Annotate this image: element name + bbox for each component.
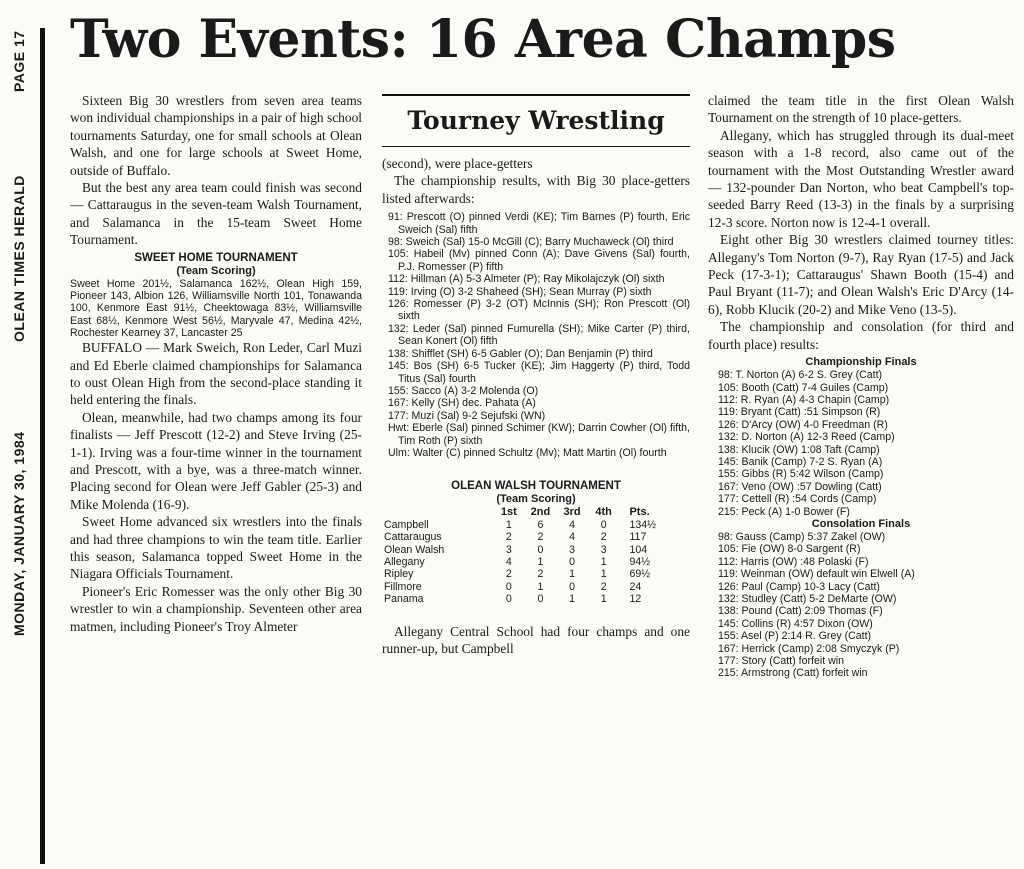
points-cell: 104 [629,543,648,556]
team-name-cell: Olean Walsh [384,543,445,556]
place-count-cell: 4 [569,518,575,531]
points-cell: 117 [629,531,647,544]
points-cell: 134½ [629,518,656,531]
result-line: 91: Prescott (O) pinned Verdi (KE); Tim Barnes (P) fourth, Eric Sweich (Sal) fifth [388,211,690,236]
sweet-home-results [386,211,690,459]
place-count-cell: 0 [505,580,512,593]
place-count-cell: 1 [600,555,607,568]
result-line: 155: Gibbs (R) 5:42 Wilson (Camp) [718,468,884,481]
result-line: 98: T. Norton (A) 6-2 S. Grey (Catt) [718,369,883,382]
place-count-cell: 0 [537,593,544,606]
result-line: 155: Sacco (A) 3-2 Molenda (O) [388,384,539,397]
result-line: 177: Story (Catt) forfeit win [718,655,844,668]
result-line: 215: Peck (A) 1-0 Bower (F) [718,505,850,518]
team-name-cell: Panama [384,593,424,606]
place-count-cell: 1 [537,580,544,593]
result-line: 98: Sweich (Sal) 15-0 McGill (C); Barry Muchaweck (Ol) third [388,236,674,249]
sweet-home-scores: Sweet Home 201½, Salamanca 162½, Olean High 159, Pioneer 143, Albion 126, Williamsville North 101, Tonawanda 100, Kenmore East 91½, Cheektowaga 83½, Williamsville East 68½, Kenmore West 56½, Maryvale 47, Medina 42½, Rochester Kearney 37, Lancaster 25 [70,277,362,339]
result-line: 155: Asel (P) 2:14 R. Grey (Catt) [718,630,872,643]
article-paragraph: Sweet Home advanced six wrestlers into the finals and had three champions to win the team title. Earlier this season, Salamanca topped Sweet Home in the Niagara Officials Tournament. [70,514,362,582]
sweet-home-title: SWEET HOME TOURNAMENT [134,251,298,264]
result-line: 112: R. Ryan (A) 4-3 Chapin (Camp) [718,393,890,406]
place-count-cell: 2 [537,531,544,544]
place-count-cell: 0 [537,543,544,556]
consolation-finals-list [708,531,1014,680]
kicker-title: Tourney Wrestling [382,94,690,147]
walsh-team-scoring-table [384,506,674,605]
article-paragraph: Pioneer's Eric Romesser was the only other Big 30 wrestler to win a championship. Seventeen other area matmen, including Pioneer's Troy Almeter [70,583,362,634]
result-line: Ulm: Walter (C) pinned Schultz (Mv); Matt Martin (Ol) fourth [388,446,667,459]
team-header [384,506,493,518]
result-line: 177: Cettell (R) :54 Cords (Camp) [718,493,877,506]
result-line: 132: Leder (Sal) pinned Fumurella (SH); Mike Carter (P) third, Sean Konert (Ol) fifth [388,322,690,348]
article-paragraph: BUFFALO — Mark Sweich, Ron Leder, Carl Muzi and Ed Eberle claimed championships for Salamanca to oust Olean High from the second-place standing it held entering the finals. [70,340,362,408]
place-count-cell: 1 [505,518,512,531]
place-count-cell: 1 [569,593,575,606]
place-count-cell: 4 [569,531,575,544]
team-name-cell: Ripley [384,568,414,581]
article-paragraph: Olean, meanwhile, had two champs among its four finalists — Jeff Prescott (12-2) and Steve Irving (25-1-1). Irving was a four-time winner in the tournament and Prescott, with a bye, was a three-match winner. Placing second for Olean were Jeff Gabler (25-3) and Mike Molenda (16-9). [70,409,362,512]
result-line: 126: D'Arcy (OW) 4-0 Freedman (R) [718,418,888,431]
place-count-cell: 1 [600,593,607,606]
championship-finals-list [708,369,1014,518]
table-row [384,519,674,531]
result-line: 126: Paul (Camp) 10-3 Lacy (Catt) [718,580,880,593]
column-1 [70,92,362,635]
walsh-title: OLEAN WALSH TOURNAMENT [451,480,621,493]
place-count-cell: 2 [537,568,544,581]
table-row [384,544,674,556]
place-count-cell: 1 [537,555,544,568]
column-header: 1st [500,506,517,519]
result-line: 105: Habeil (Mv) pinned Conn (A); Dave Givens (Sal) fourth, P.J. Romesser (P) fifth [388,248,690,273]
place-count-cell: 2 [600,531,607,544]
column-header: 4th [595,506,612,519]
table-row [384,581,674,593]
column-header: 3rd [563,506,581,519]
result-line: 105: Booth (Catt) 7-4 Guiles (Camp) [718,381,889,394]
consolation-finals-title: Consolation Finals [811,517,911,530]
column-2 [382,94,690,657]
margin-rule [40,28,45,864]
column-3 [708,92,1014,680]
article-paragraph: Allegany, which has struggled through its dual-meet season with a 1-8 record, also came out of the tournament with the Most Outstanding Wrestler award — 132-pounder Dan Norton, who beat Campbell's top-seeded Barry Reed (13-3) in the finals by a surprising 12-3 score. Norton now is 12-4-1 overall. [708,127,1014,230]
place-count-cell: 2 [600,580,607,593]
article-paragraph: (second), were place-getters [382,156,533,171]
issue-date: MONDAY, JANUARY 30, 1984 [11,431,27,636]
result-line: 138: Shifflet (SH) 6-5 Gabler (O); Dan Benjamin (P) third [388,347,653,360]
article-paragraph: But the best any area team could finish was second — Cattaraugus in the seven-team Walsh Tournament, and Salamanca in the 15-team Sweet Home Tournament. [70,180,362,248]
place-count-cell: 1 [600,568,607,581]
team-name-cell: Cattaraugus [384,531,442,544]
points-cell: 12 [629,593,642,606]
page-margin [0,0,46,869]
result-line: 119: Bryant (Catt) :51 Simpson (R) [718,406,881,419]
place-count-cell: 0 [600,518,607,531]
result-line: 132: D. Norton (A) 12-3 Reed (Camp) [718,431,895,444]
points-cell: 24 [629,580,642,593]
result-line: 215: Armstrong (Catt) forfeit win [718,667,868,680]
place-count-cell: 3 [569,543,575,556]
result-line: 167: Kelly (SH) dec. Pahata (A) [388,397,536,410]
article-paragraph: Sixteen Big 30 wrestlers from seven area teams won individual championships in a pair of high school tournaments Saturday, one for small schools at Olean Walsh, and one for large schools at Sweet Home, outside of Buffalo. [70,93,362,178]
article-paragraph: claimed the team title in the first Olean Walsh Tournament on the strength of 10 place-getters. [708,93,1014,126]
result-line: 98: Gauss (Camp) 5:37 Zakel (OW) [718,530,886,543]
result-line: 112: Hillman (A) 5-3 Almeter (P); Ray Mikolajczyk (Ol) sixth [388,273,665,286]
championship-finals-title: Championship Finals [805,356,917,369]
place-count-cell: 2 [505,568,512,581]
result-line: 167: Herrick (Camp) 2:08 Smyczyk (P) [718,642,900,655]
column-header: 2nd [530,506,551,519]
result-line: 126: Romesser (P) 3-2 (OT) McInnis (SH); Ron Prescott (Ol) sixth [388,298,690,323]
result-line: 145: Collins (R) 4:57 Dixon (OW) [718,617,873,630]
table-row [384,568,674,580]
headline: Two Events: 16 Area Champs [70,9,896,70]
place-count-cell: 3 [600,543,607,556]
article-paragraph: Allegany Central School had four champs and one runner-up, but Campbell [382,623,690,656]
result-line: 167: Veno (OW) :57 Dowling (Catt) [718,480,882,493]
result-line: 119: Irving (O) 3-2 Shaheed (SH); Sean Murray (P) sixth [388,285,652,298]
team-name-cell: Fillmore [384,580,422,593]
result-line: 138: Pound (Catt) 2:09 Thomas (F) [718,605,883,618]
result-line: 138: Klucik (OW) 1:08 Taft (Camp) [718,443,880,456]
result-line: Hwt: Eberle (Sal) pinned Schimer (KW); Darrin Cowher (Ol) fifth, Tim Roth (P) sixth [388,422,690,447]
result-line: 145: Bos (SH) 6-5 Tucker (KE); Jim Haggerty (P) third, Todd Titus (Sal) fourth [388,360,690,385]
result-line: 145: Banik (Camp) 7-2 S. Ryan (A) [718,455,883,468]
article-paragraph: Eight other Big 30 wrestlers claimed tourney titles: Allegany's Tom Norton (9-7), Ray Ryan (17-5) and Jack Peck (17-3-1); Cattaraugus' Shawn Booth (15-4) and Paul Bryant (11-7); and Olean Walsh's Eric D'Arcy (14-6), Robb Klucik (20-2) and Mike Veno (13-5). [708,232,1014,317]
walsh-subtitle: (Team Scoring) [496,493,576,506]
result-line: 177: Muzi (Sal) 9-2 Sejufski (WN) [388,409,546,422]
page-number: PAGE 17 [11,30,27,92]
points-cell: 94½ [629,555,651,568]
article-paragraph: The championship and consolation (for third and fourth place) results: [708,319,1014,352]
points-cell: 69½ [629,568,651,581]
article-paragraph: The championship results, with Big 30 place-getters listed afterwards: [382,173,690,206]
column-header: Pts. [629,506,650,519]
place-count-cell: 3 [505,543,512,556]
place-count-cell: 1 [569,568,575,581]
newspaper-name: OLEAN TIMES HERALD [11,175,27,342]
place-count-cell: 0 [569,580,575,593]
sweet-home-subtitle: (Team Scoring) [176,264,256,277]
table-row [384,593,674,605]
table-row [384,531,674,543]
result-line: 112: Harris (OW) :48 Polaski (F) [718,555,869,568]
place-count-cell: 6 [537,518,544,531]
place-count-cell: 2 [505,531,512,544]
place-count-cell: 0 [569,555,575,568]
table-header-row [384,506,674,518]
result-line: 132: Studley (Catt) 5-2 DeMarte (OW) [718,593,897,605]
result-line: 119: Weinman (OW) default win Elwell (A) [718,568,915,581]
place-count-cell: 4 [505,555,512,568]
result-line: 105: Fie (OW) 8-0 Sargent (R) [718,543,861,556]
team-name-cell: Allegany [384,555,425,568]
table-row [384,556,674,568]
place-count-cell: 0 [505,593,512,606]
team-name-cell: Campbell [384,518,429,531]
